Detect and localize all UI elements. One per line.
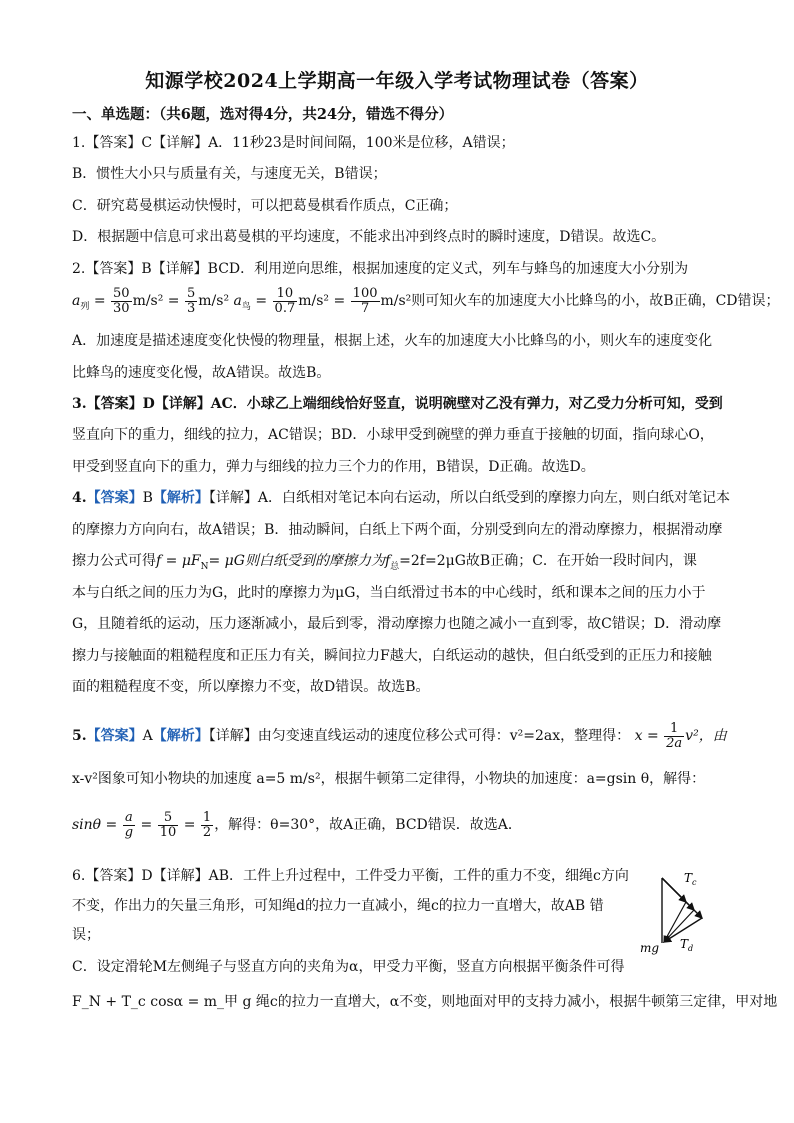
fraction: $\frac{50}{30}$	[113, 285, 130, 316]
q4-line-6: 擦力与接触面的粗糙程度和正压力有关，瞬间拉力F越大，白纸运动的越快，但白纸受到的正压力和接触	[72, 648, 712, 664]
q1-line-3: C．研究葛曼棋运动快慢时，可以把葛曼棋看作质点，C正确；	[72, 198, 458, 214]
q6-line-2: 不变，作出力的矢量三角形，可知绳d的拉力一直减小，绳c的拉力一直增大，故AB 错	[72, 898, 604, 914]
fraction: $\frac{5}{3}$	[187, 285, 196, 316]
force-triangle-figure	[640, 868, 720, 958]
fraction: $\frac{1}{2a}$	[666, 720, 683, 751]
q2-line-3: A．加速度是描述速度变化快慢的物理量，根据上述，火车的加速度大小比蜂鸟的小，则火车的速度变化	[72, 333, 713, 349]
q5-line-3: sinθ = $\frac{a}{g}$ = $\frac{5}{10}$ = $\frac{1}{2}$ ，解得：θ=30°，故A正确，BCD错误．故选A．	[72, 809, 522, 840]
tc-vector-3	[662, 878, 686, 902]
q1-line-2: B．惯性大小只与质量有关，与速度无关，B错误；	[72, 166, 387, 182]
q3-line-2: 竖直向下的重力，细线的拉力，AC错误；BD．小球甲受到碗壁的弹力垂直于接触的切面，指向球心O，	[72, 427, 714, 443]
page-title: 知源学校2024上学期高一年级入学考试物理试卷（答案）	[145, 70, 649, 92]
section-heading: 一、单选题：（共6题，选对得4分，共24分，错选不得分）	[72, 106, 454, 123]
q4-line-4: 本与白纸之间的压力为G，此时的摩擦力为μG，当白纸滑过书本的中心线时，纸和课本之间的压力小于	[72, 585, 706, 601]
fraction: $\frac{100}{7}$	[352, 285, 378, 316]
q4-line-7: 面的粗糙程度不变，所以摩擦力不变，故D错误。故选B。	[72, 679, 430, 695]
q2-line-1: 2.【答案】B【详解】BCD．利用逆向思维，根据加速度的定义式，列车与蜂鸟的加速度大小分别为	[72, 261, 689, 277]
fraction: $\frac{10}{0.7}$	[274, 285, 296, 316]
tc-label: $T_c$	[684, 871, 697, 887]
q2-formula-line: $a_列$ = $\frac{50}{30}$ m/s² = $\frac{5}{3}$ m/s² $a_鸟$ = $\frac{10}{0.7}$ m/s² = $\frac{100}{7}$ m/s²则可知火车的加速度大小比蜂鸟的小，故B正确，CD错误；	[72, 285, 780, 316]
q4-line-2: 的摩擦力方向向右，故A错误；B．抽动瞬间，白纸上下两个面，分别受到向左的滑动摩擦力，根据滑动摩	[72, 522, 723, 538]
q6-line-5: F_N + T_c cosα = m_甲 g 绳c的拉力一直增大，α不变，则地面对甲的支持力减小，根据牛顿第三定律，甲对地	[72, 994, 778, 1010]
q6-line-3: 误；	[72, 927, 100, 943]
q4-line-1: 4.【答案】B【解析】【详解】A．白纸相对笔记本向右运动，所以白纸受到的摩擦力向左，则白纸对笔记本	[72, 490, 731, 506]
q1-line-1: 1.【答案】C【详解】A．11秒23是时间间隔，100米是位移，A错误；	[72, 135, 515, 151]
td-label: $T_d$	[680, 937, 694, 953]
mg-label: mg	[640, 941, 660, 955]
fraction: $\frac{1}{2}$	[202, 809, 212, 840]
q5-line-1: 5.【答案】A【解析】【详解】由匀变速直线运动的速度位移公式可得：v²=2ax，整理得： x = $\frac{1}{2a}$ v²，由	[72, 720, 727, 751]
q4-line-3: 擦力公式可得$f = \mu F_N= \mu G$则白纸受到的摩擦力为$f_总=2f=2\mu G$故B正确；C．在开始一段时间内，课	[72, 553, 697, 572]
q1-line-4: D．根据题中信息可求出葛曼棋的平均速度，不能求出冲到终点时的瞬时速度，D错误。故选C。	[72, 229, 666, 245]
q6-line-1: 6.【答案】D【详解】AB．工件上升过程中，工件受力平衡，工件的重力不变，细绳c方向	[72, 868, 629, 884]
force-triangle-svg	[640, 868, 720, 958]
q3-line-1: 3.【答案】D【详解】AC．小球乙上端细线恰好竖直，说明碗壁对乙没有弹力，对乙受力分析可知，受到	[72, 396, 723, 412]
fraction: $\frac{5}{10}$	[159, 809, 177, 840]
q4-line-5: G，且随着纸的运动，压力逐渐减小，最后到零，滑动摩擦力也随之减小一直到零，故C错误；D．滑动摩	[72, 616, 722, 632]
q5-line-2: x-v²图象可知小物块的加速度 a=5 m/s²，根据牛顿第二定律得，小物块的加速度：a=gsin θ，解得：	[72, 771, 706, 787]
q3-line-3: 甲受到竖直向下的重力，弹力与细线的拉力三个力的作用，B错误，D正确。故选D。	[72, 459, 595, 475]
q6-line-4: C．设定滑轮M左侧绳子与竖直方向的夹角为α，甲受力平衡，竖直方向根据平衡条件可得	[72, 959, 625, 975]
fraction: $\frac{a}{g}$	[124, 809, 134, 840]
q2-line-4: 比蜂鸟的速度变化慢，故A错误。故选B。	[72, 365, 331, 381]
